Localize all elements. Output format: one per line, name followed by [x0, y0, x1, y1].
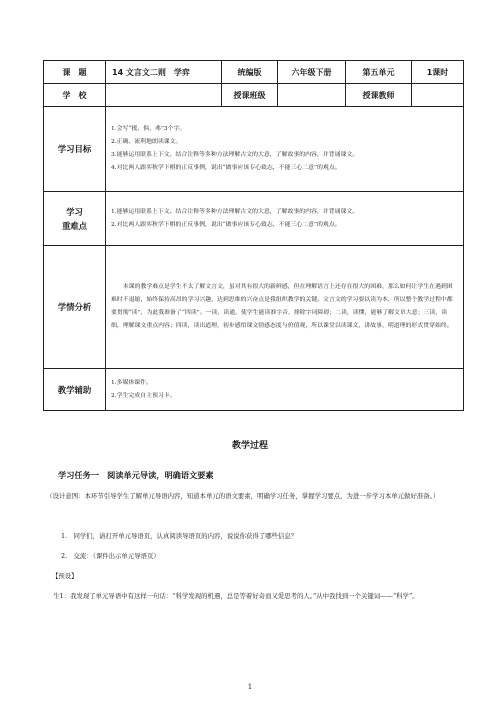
step-2: 2. 交流：（课件出示单元导语页） [61, 552, 160, 560]
student-answer: 生1：我发现了单元导语中有这样一句话：“科学发现的机遇，总是等着好奇而又爱思考的人。”从中我找到一个关键词——“科学”。 [53, 592, 419, 600]
lesson-info-table [43, 60, 464, 411]
teacher-value-cell [412, 84, 464, 107]
key-item: 1.能够运用联系上下文、结合注释等多种方法理解古文的大意，了解故事的内容，并背诵课文。 [111, 208, 359, 215]
header-cell: 学 校 [44, 84, 106, 107]
lesson-title-cell: 14 文言文二则 学弈 [106, 61, 222, 84]
key-points-content [106, 192, 464, 246]
aids-content [106, 369, 464, 411]
key-label-line: 重难点 [61, 220, 88, 231]
header-cell: 1课时 [412, 61, 464, 84]
key-points-label [44, 192, 106, 246]
key-label-line: 学习 [66, 206, 83, 217]
design-intent: （设计意图：本环节引导学生了解单元导语内容，知道本单元的语文要素，明确学习任务，掌握学习要点，为进一步学习本单元做好准备。） [46, 492, 440, 500]
task-heading: 学习任务一 阅读单元导读，明确语文要素 [58, 470, 214, 480]
goals-label: 学习目标 [44, 107, 106, 192]
key-points-row [44, 192, 464, 246]
analysis-text: 本课的教学难点是学生不太了解文言文，虽对其有很大的新鲜感，但在理解语言上还存在很大的困难，那么如何让学生在遇到困难时不退缩，始终保持高昂的学习兴趣，达到思维的兴奋点是我组织教学的关键。文言文的学习要以读为本，所以整个教学过程中都要贯彻“读”，为此我准备了“四读”。一读，读通，使学生能读准字音，排除字词障碍；二读，读懂，能够了解文章大意；三读，读细，理解课文重点内容；四读，读出道理，初步感悟课文情感态度与价值观，所以课堂以读课文、讲故事，明道理的形式贯穿始终。 [111, 284, 453, 329]
analysis-row [44, 246, 464, 369]
preset-label: 【预设】 [52, 572, 78, 580]
step-1: 1. 同学们，请打开单元导语页，认真阅读导语页的内容，说说你获得了哪些信息？ [61, 532, 298, 540]
goal-item: 1.会写“援、俱、弗”3个字。 [111, 126, 186, 132]
goal-item: 3.能够运用联系上下文、结合注释等多种方法理解古文的大意，了解故事的内容，并背诵课文。 [111, 152, 359, 158]
page-number: 1 [247, 683, 253, 691]
school-value-cell [106, 84, 222, 107]
goal-item: 2.正确、流利地朗读课文。 [111, 139, 182, 145]
key-item: 2.对比两人跟弈秋学下棋的正反事例，说出“做事应该专心致志，不能三心二意”的观点。 [111, 221, 341, 228]
analysis-label: 学情分析 [44, 246, 106, 369]
header-row-2 [44, 84, 464, 107]
header-cell: 课 题 [44, 61, 106, 84]
goal-item: 4.对比两人跟弈秋学下棋的正反事例，说出“做事应该专心致志，不能三心二意”的观点。 [111, 165, 341, 171]
header-cell: 授课班级 [222, 84, 278, 107]
aids-row [44, 369, 464, 411]
analysis-content [106, 246, 464, 369]
header-cell: 统编版 [222, 61, 278, 84]
aid-item: 2.学生完成自主预习卡。 [111, 392, 176, 399]
header-cell: 第五单元 [346, 61, 412, 84]
goals-content [106, 107, 464, 192]
header-row-1 [44, 61, 464, 84]
header-cell: 授课教师 [346, 84, 412, 107]
aids-label: 教学辅助 [44, 369, 106, 411]
goals-row [44, 107, 464, 192]
header-cell: 六年级下册 [278, 61, 346, 84]
aid-item: 1.多媒体课件。 [111, 379, 152, 386]
process-title: 教学过程 [231, 441, 268, 451]
class-value-cell [278, 84, 346, 107]
